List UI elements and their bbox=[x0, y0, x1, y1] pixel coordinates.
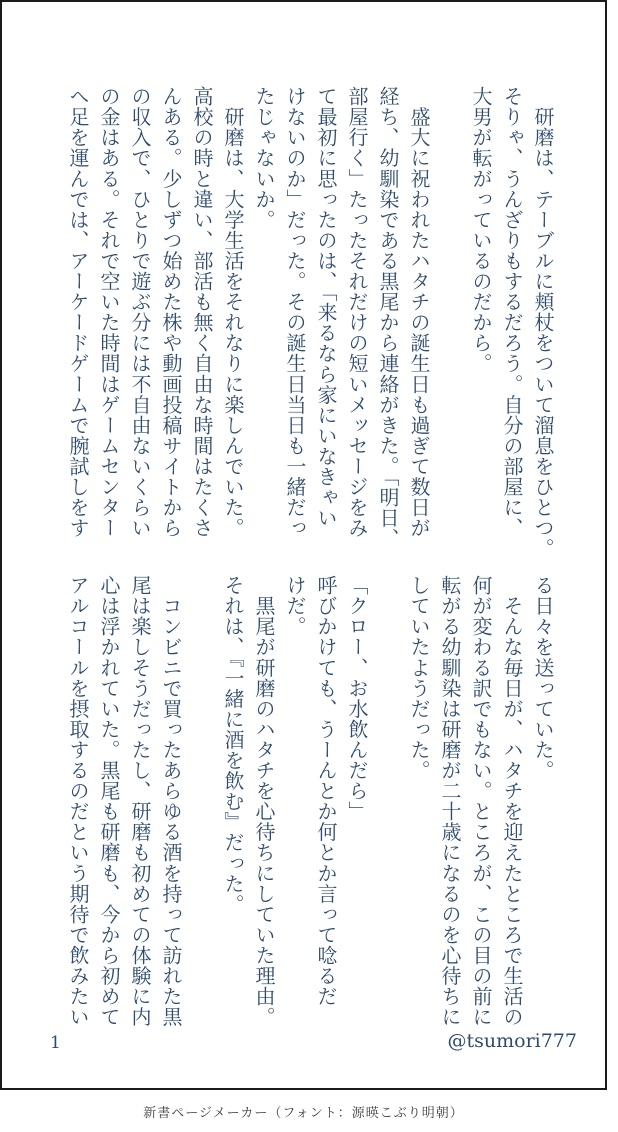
text-line: の金はある。それで空いた時間はゲームセンター bbox=[97, 86, 121, 539]
text-line: 高校の時と違い、部活も無く自由な時間はたくさ bbox=[190, 86, 214, 539]
text-line: 盛大に祝われたハタチの誕生日も過ぎて数日が bbox=[407, 86, 431, 539]
text-line: 心は浮かれていた。黒尾も研磨も、今から初めて bbox=[97, 575, 121, 1028]
text-band-top bbox=[62, 86, 558, 559]
text-line: へ足を運んでは、アーケードゲームで腕試しをす bbox=[66, 86, 90, 539]
text-band-bottom bbox=[62, 575, 558, 1037]
text-line-blank bbox=[186, 575, 217, 1037]
text-line: そりゃ、うんざりもするだろう。自分の部屋に、 bbox=[500, 86, 524, 539]
text-line: 「クロー、お水飲んだら」 bbox=[345, 575, 369, 822]
text-line: 経ち、幼馴染である黒尾から連絡がきた。「明日、 bbox=[376, 86, 400, 549]
text-line: そんな毎日が、ハタチを迎えたところで生活の bbox=[500, 575, 524, 1028]
text-line: 大男が転がっているのだから。 bbox=[469, 86, 493, 374]
text-line: んある。少しずつ始めた株や動画投稿サイトから bbox=[159, 86, 183, 539]
text-line: 尾は楽しそうだったし、研磨も初めての体験に内 bbox=[128, 575, 152, 1028]
text-line: 黒尾が研磨のハタチを心待ちにしていた理由。 bbox=[252, 575, 276, 1028]
text-line: 研磨は、テーブルに頬杖をついて溜息をひとつ。 bbox=[531, 86, 555, 559]
page-number: 1 bbox=[50, 1033, 61, 1053]
author-handle: @tsumori777 bbox=[447, 1030, 577, 1052]
text-line: アルコールを摂取するのだという期待で飲みたい bbox=[66, 575, 90, 1028]
text-line-blank bbox=[434, 86, 465, 548]
text-line-blank bbox=[372, 575, 403, 1037]
text-line: る日々を送っていた。 bbox=[531, 575, 555, 781]
text-line: 呼びかけても、うーんとか何とか言って唸るだ bbox=[314, 575, 338, 1007]
text-line: けだ。 bbox=[283, 575, 307, 637]
text-line: コンビニで買ったあらゆる酒を持って訪れた黒 bbox=[159, 575, 183, 1028]
text-line: していたようだった。 bbox=[407, 575, 431, 781]
text-line: 転がる幼馴染は研磨が二十歳になるのを心待ちに bbox=[438, 575, 462, 1028]
text-line: けないのか」だった。その誕生日当日も一緒だっ bbox=[283, 86, 307, 539]
text-line: たじゃないか。 bbox=[252, 86, 276, 230]
generator-caption: 新書ページメーカー（フォント：源暎こぶり明朝） bbox=[143, 1106, 464, 1121]
text-line: それは、『一緒に酒を飲む』だった。 bbox=[221, 575, 245, 915]
text-line: 研磨は、大学生活をそれなりに楽しんでいた。 bbox=[221, 86, 245, 539]
text-line: 何が変わる訳でもない。ところが、この目の前に bbox=[469, 575, 493, 1028]
text-line: 部屋行く」たったそれだけの短いメッセージをみ bbox=[345, 86, 369, 539]
text-line: の収入で、ひとりで遊ぶ分には不自由ないくらい bbox=[128, 86, 152, 539]
text-line: て最初に思ったのは、「来るなら家にいなきゃい bbox=[314, 86, 338, 529]
